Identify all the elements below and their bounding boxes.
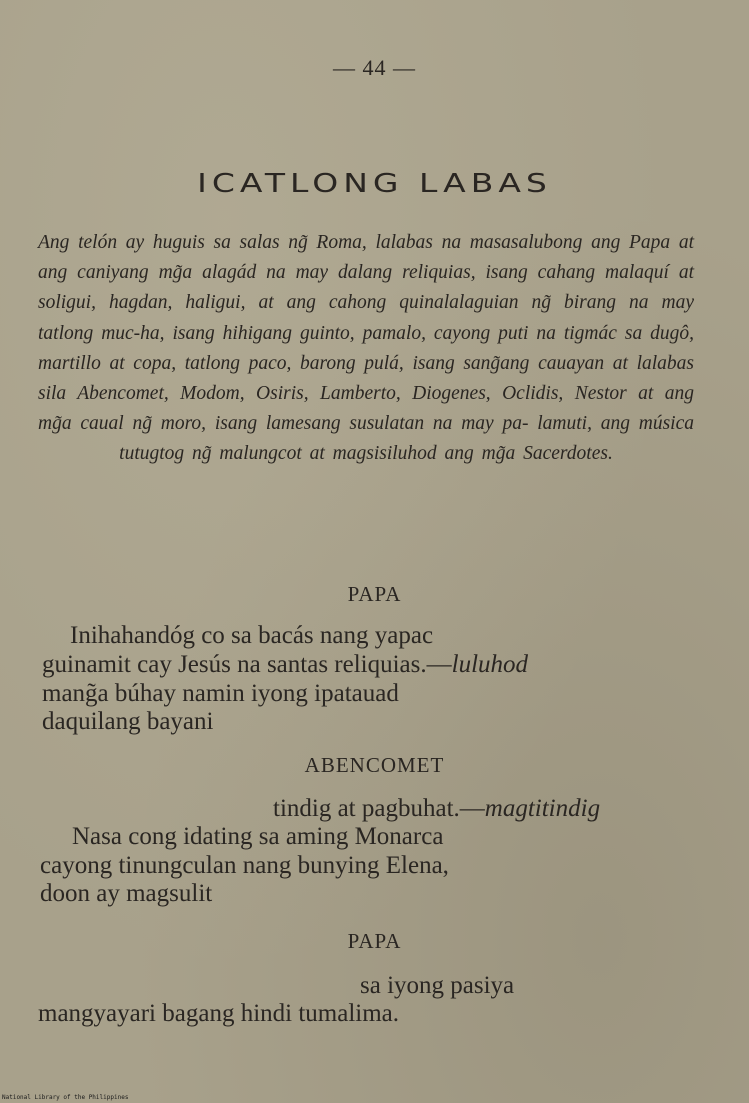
speaker-abencomet: ABENCOMET — [304, 753, 445, 777]
verse-line — [38, 1000, 399, 1027]
verse-text: cayong tinungculan nang bunying Elena, — [40, 852, 449, 879]
page-number: — 44 — — [333, 55, 416, 80]
verse-text: mang̃a búhay namin iyong ipatauad — [42, 680, 399, 707]
verse-text: Nasa cong idating sa aming Monarca — [72, 823, 444, 850]
verse-text: sa iyong pasiya — [360, 972, 515, 999]
speaker-papa: PAPA — [347, 929, 402, 953]
stage-direction: Ang telón ay huguis sa salas ng̃ Roma, lalabas na masasalubong ang Papa at ang caniyang mg̃a alagád na may dalang reliquias, isang cahang malaquí at soligui, hagdan, haligui, at ang cahong quinalalaguian ng̃ birang na may tatlong muc-ha, isang hihigang guinto, pamalo, cayong puti na tigmác sa dugô, martillo at copa, tatlong paco, barong pulá, isang sang̃ang cauayan at lalabas sila Abencomet, Modom, Osiris, Lamberto, Diogenes, Oclidis, Nestor at ang mg̃a caual ng̃ moro, isang lamesang susulatan na may pa- lamuti, ang música tutugtog ng̃ malungcot at magsisiluhod ang mg̃a Sacerdotes. — [38, 232, 694, 465]
verse-text: guinamit cay Jesús na santas reliquias.— — [42, 651, 452, 678]
verse-text: tindig at pagbuhat.— — [273, 795, 485, 822]
verse-line — [40, 880, 212, 907]
verse-text: Inihahandóg co sa bacás nang yapac — [70, 622, 434, 649]
verse-text: daquilang bayani — [42, 708, 214, 735]
verse-line — [360, 972, 514, 999]
verse-line — [42, 680, 399, 707]
verse-line — [42, 708, 213, 735]
verse-text: mangyayari bagang hindi tumalima. — [38, 1000, 400, 1027]
speaker-papa: PAPA — [347, 582, 402, 606]
verse-line — [40, 852, 449, 879]
verse-text: doon ay magsulit — [40, 880, 213, 907]
verse-direction: luluhod — [451, 651, 529, 678]
act-heading: ICATLONG LABAS — [197, 168, 552, 199]
verse-line — [273, 795, 600, 822]
verse-line — [42, 651, 528, 678]
library-footer: National Library of the Philippines — [2, 1094, 129, 1101]
verse-line — [72, 823, 443, 850]
verse-line — [70, 622, 433, 649]
verse-direction: magtitindig — [484, 795, 601, 822]
